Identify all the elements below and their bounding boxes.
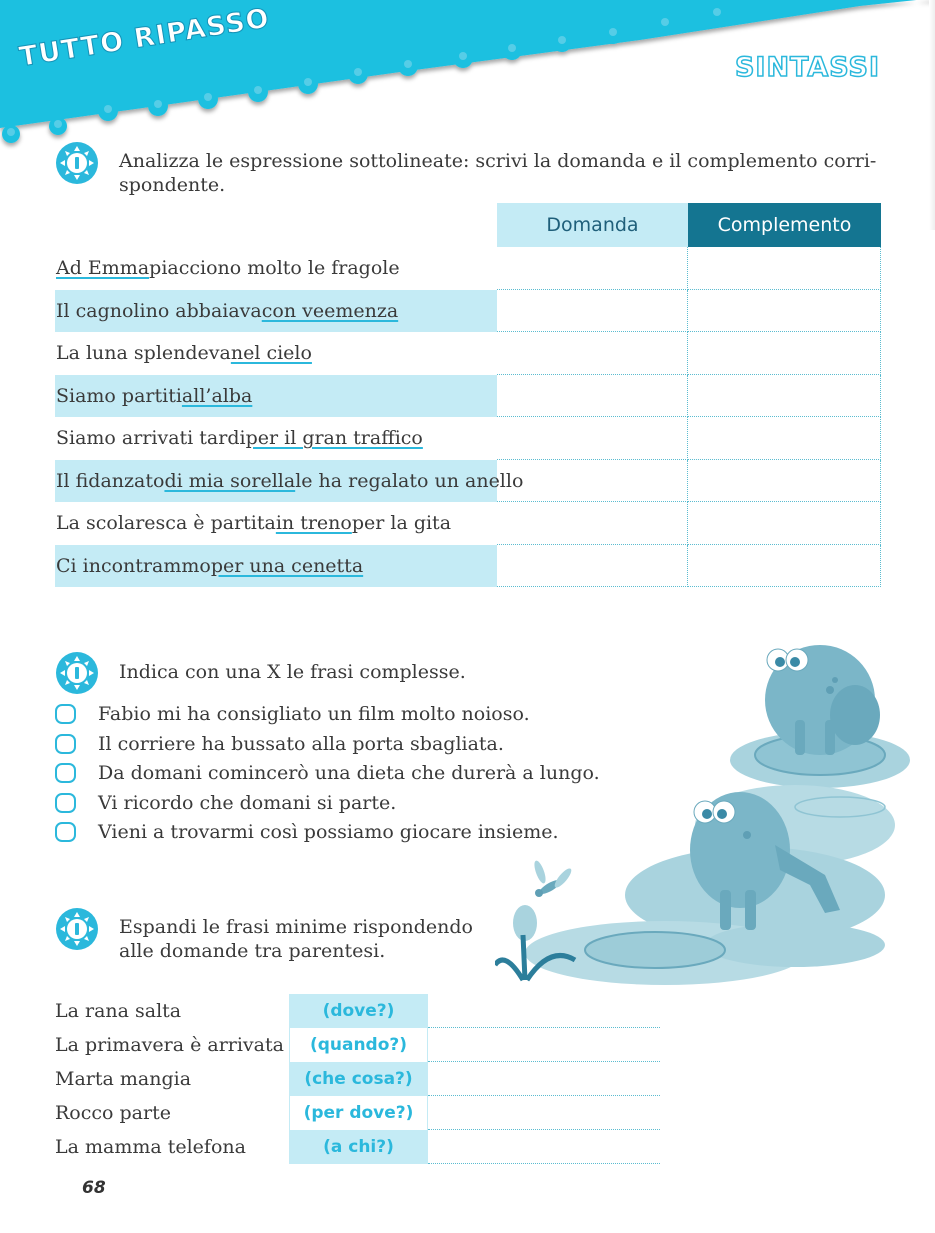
complemento-answer-cell[interactable]	[688, 375, 881, 418]
sentence	[55, 290, 497, 333]
expand-sentence-row	[55, 1062, 660, 1096]
sentence-pre: Siamo partiti	[56, 384, 182, 407]
sentence-post: le ha regalato un anello	[295, 469, 524, 492]
table-row	[55, 332, 881, 375]
domanda-answer-cell[interactable]	[497, 332, 688, 375]
complemento-answer-cell[interactable]	[688, 545, 881, 588]
brand-title: TUTTO RIPASSO	[17, 2, 272, 74]
complemento-answer-cell[interactable]	[688, 247, 881, 290]
page-number: 68	[82, 1178, 106, 1198]
minimal-sentence: La mamma telefona	[55, 1136, 246, 1158]
underlined-expression: all’alba	[181, 384, 253, 407]
domanda-answer-cell[interactable]	[497, 460, 688, 503]
complemento-answer-cell[interactable]	[688, 502, 881, 545]
sentence-pre: La scolaresca è partita	[56, 512, 276, 535]
underlined-expression: Ad Emma	[56, 257, 150, 280]
checklist-item-text: Il corriere ha bussato alla porta sbagliata.	[98, 732, 504, 755]
expand-sentence-row	[55, 994, 660, 1028]
underlined-expression: per una cenetta	[210, 554, 364, 577]
complemento-answer-cell[interactable]	[688, 417, 881, 460]
sentence-pre: Ci incontrammo	[56, 554, 211, 577]
underlined-expression: per il gran traffico	[245, 427, 423, 450]
checklist-item-text: Vieni a trovarmi così possiamo giocare insieme.	[98, 821, 559, 843]
sentence	[55, 332, 497, 375]
sun-exercise-icon	[55, 907, 99, 951]
minimal-sentence: La primavera è arrivata	[55, 1034, 284, 1056]
header-banner	[0, 0, 935, 150]
sentence	[55, 247, 497, 290]
complemento-answer-cell[interactable]	[688, 460, 881, 503]
complemento-answer-cell[interactable]	[688, 290, 881, 333]
checkbox[interactable]	[55, 822, 76, 842]
column-header-complemento: Complemento	[688, 203, 881, 247]
question-hint: (dove?)	[289, 994, 428, 1028]
domanda-answer-cell[interactable]	[497, 545, 688, 588]
table-row	[55, 502, 881, 545]
expand-sentence-row	[55, 1028, 660, 1062]
question-hint: (quando?)	[289, 1028, 428, 1062]
sun-exercise-icon	[55, 651, 99, 695]
sentence-pre: Il cagnolino abbaiava	[56, 299, 262, 322]
answer-line[interactable]	[428, 1163, 660, 1164]
domanda-answer-cell[interactable]	[497, 290, 688, 333]
sun-exercise-icon	[55, 141, 99, 185]
checkbox[interactable]	[55, 704, 76, 724]
underlined-expression: in treno	[275, 512, 352, 535]
table-row	[55, 417, 881, 460]
underlined-expression: di mia sorella	[164, 469, 296, 492]
table-row	[55, 375, 881, 418]
column-header-domanda: Domanda	[497, 203, 688, 247]
checklist-item	[55, 788, 397, 818]
expand-sentence-row	[55, 1096, 660, 1130]
minimal-sentence: Rocco parte	[55, 1102, 171, 1124]
question-hint: (a chi?)	[289, 1130, 428, 1164]
sentence-post: per la gita	[351, 512, 452, 535]
frogs-on-lily-pads-illustration	[495, 635, 935, 990]
sentence-pre: La luna splendeva	[56, 342, 231, 365]
sentence	[55, 417, 497, 460]
sentence	[55, 545, 497, 588]
domanda-answer-cell[interactable]	[497, 417, 688, 460]
minimal-sentence: La rana salta	[55, 1000, 182, 1022]
checkbox[interactable]	[55, 763, 76, 783]
sentence	[55, 502, 497, 545]
exercise1-instruction: Analizza le espressione sottolineate: scrivi la domanda e il complemento corri- spondente.	[119, 150, 877, 196]
checklist-item-text: Vi ricordo che domani si parte.	[98, 791, 397, 814]
domanda-answer-cell[interactable]	[497, 502, 688, 545]
complemento-answer-cell[interactable]	[688, 332, 881, 375]
domanda-answer-cell[interactable]	[497, 375, 688, 418]
sentence-pre: Il fidanzato	[56, 469, 165, 492]
question-hint: (per dove?)	[289, 1096, 428, 1130]
expand-sentence-row	[55, 1130, 660, 1164]
minimal-sentence: Marta mangia	[55, 1068, 192, 1090]
sentence-post: piacciono molto le fragole	[149, 257, 400, 280]
checkbox[interactable]	[55, 734, 76, 754]
checklist-item	[55, 699, 530, 729]
exercise3-instruction: Espandi le frasi minime rispondendo alle domande tra parentesi.	[119, 916, 473, 962]
section-title: SINTASSI	[734, 52, 880, 83]
sentence	[55, 460, 524, 503]
checkbox[interactable]	[55, 793, 76, 813]
table-row	[55, 290, 881, 333]
checklist-item-text: Fabio mi ha consigliato un film molto noioso.	[98, 703, 530, 725]
table-row	[55, 545, 881, 588]
domanda-answer-cell[interactable]	[497, 247, 688, 290]
underlined-expression: con veemenza	[261, 299, 399, 322]
checklist-item	[55, 729, 504, 759]
table-row	[55, 247, 881, 290]
question-hint: (che cosa?)	[289, 1062, 428, 1096]
sentence-pre: Siamo arrivati tardi	[56, 427, 246, 450]
exercise2-instruction: Indica con una X le frasi complesse.	[119, 661, 466, 683]
checklist-item-text: Da domani comincerò una dieta che durerà a lungo.	[98, 762, 600, 784]
checklist-item	[55, 817, 559, 847]
checklist-item	[55, 758, 600, 788]
sentence	[55, 375, 497, 418]
underlined-expression: nel cielo	[230, 342, 312, 365]
page-edge-shadow	[929, 0, 935, 230]
table-row	[55, 460, 881, 503]
